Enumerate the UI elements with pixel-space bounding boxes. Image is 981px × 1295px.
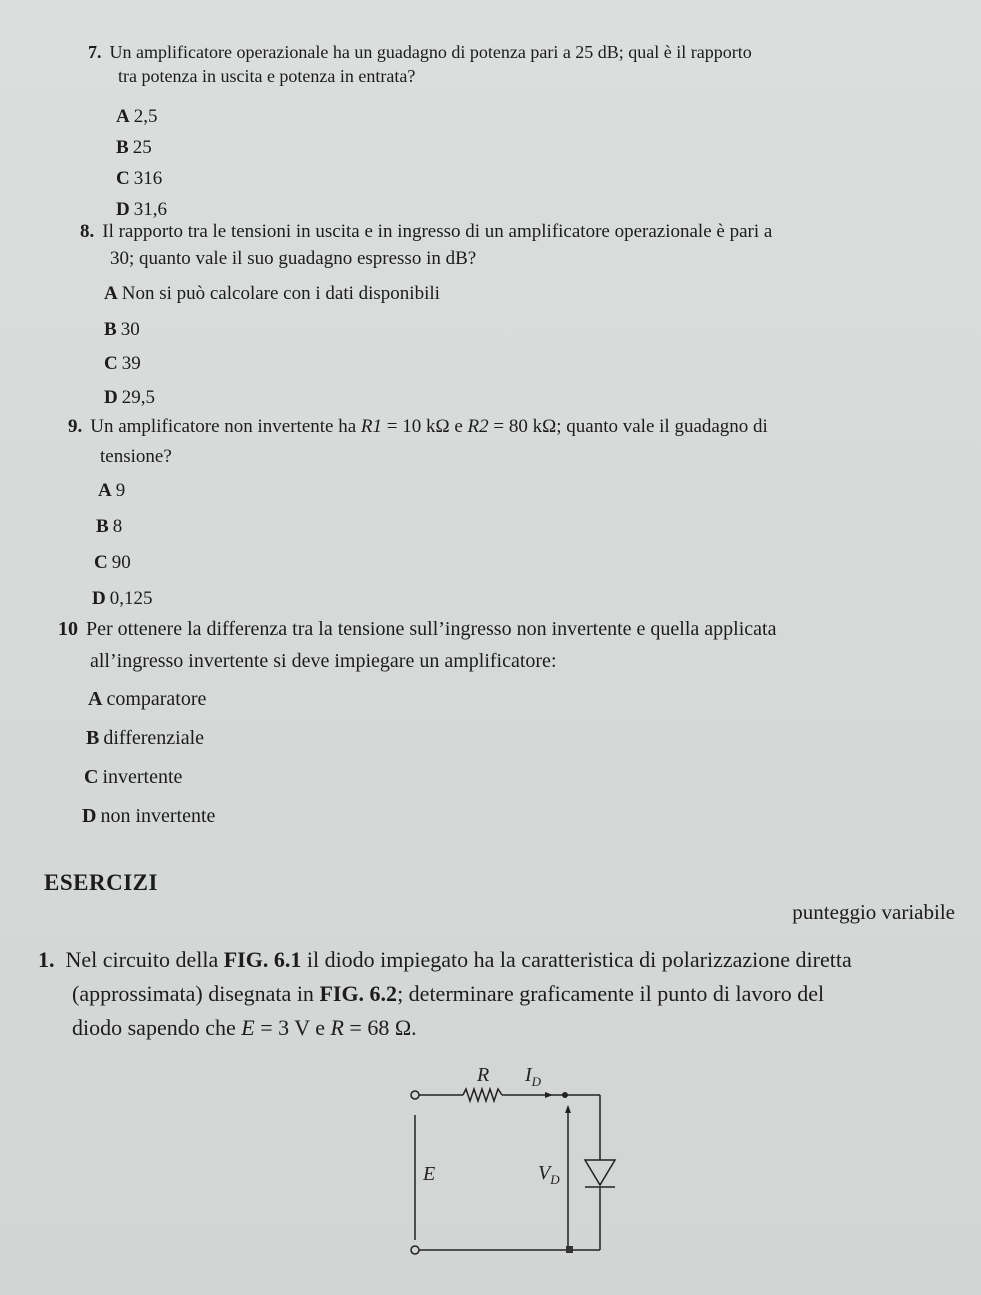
option-text: 90: [111, 552, 131, 573]
option-9c: [94, 552, 131, 574]
label-r: R: [477, 1064, 490, 1086]
option-9b: [96, 516, 122, 538]
option-letter: B: [104, 319, 117, 340]
option-text: 30: [120, 319, 140, 340]
option-letter: D: [116, 199, 130, 220]
option-9d: [92, 588, 152, 610]
terminal-bottom: [411, 1246, 419, 1254]
r1-value: = 10 kΩ: [382, 416, 450, 437]
r2-value: = 80 kΩ: [488, 416, 557, 437]
diode-icon: [585, 1160, 615, 1185]
label-vd-main: V: [538, 1162, 551, 1184]
e-value: = 3 V e: [254, 1015, 331, 1040]
label-id-sub: D: [531, 1074, 542, 1089]
option-letter: C: [116, 168, 130, 189]
option-letter: D: [82, 805, 97, 827]
option-letter: A: [98, 480, 112, 501]
question-7: [88, 40, 968, 88]
exercise-1: [38, 943, 968, 1045]
option-text: 0,125: [109, 588, 153, 609]
option-letter: A: [104, 283, 118, 304]
exercise-text: Nel circuito della: [65, 947, 224, 972]
exercise-text: il diodo impiegato ha la caratteristica di polarizzazione diretta: [301, 947, 852, 972]
question-10: [58, 612, 968, 676]
option-text: Non si può calcolare con i dati disponibili: [121, 283, 440, 304]
option-10b: [86, 727, 204, 750]
option-9a: [98, 480, 125, 502]
question-text-line2: all’ingresso invertente si deve impiegare un amplificatore:: [90, 650, 557, 672]
score-note: punteggio variabile: [792, 900, 955, 924]
option-8b: [104, 319, 140, 341]
question-9: [68, 412, 968, 472]
r2-symbol: R2: [467, 416, 489, 437]
question-text-line2: tra potenza in uscita e potenza in entrata?: [118, 66, 416, 86]
terminal-top: [411, 1091, 419, 1099]
option-letter: D: [104, 387, 118, 408]
exercise-text: (approssimata) disegnata in: [72, 981, 320, 1006]
option-letter: A: [88, 688, 103, 710]
option-letter: B: [86, 727, 100, 749]
resistor-symbol: [463, 1089, 502, 1101]
option-letter: C: [84, 766, 99, 788]
question-9-text: [68, 412, 968, 442]
option-8d: [104, 387, 155, 409]
node-bottom: [566, 1246, 573, 1253]
question-8: [80, 218, 970, 272]
voltage-arrow-icon: [565, 1105, 571, 1113]
option-letter: C: [94, 552, 108, 573]
option-text: comparatore: [106, 688, 207, 710]
label-id-main: I: [525, 1064, 532, 1086]
fig-ref-6-2: FIG. 6.2: [319, 981, 398, 1006]
question-text-part2: ; quanto vale il guadagno di: [556, 416, 768, 437]
option-text: 25: [132, 137, 152, 158]
question-number: 9.: [68, 416, 83, 437]
label-id: [524, 1064, 542, 1089]
exercise-text: ; determinare graficamente il punto di lavoro del: [397, 981, 825, 1006]
option-text: 29,5: [121, 387, 155, 408]
r-symbol: R: [330, 1015, 344, 1040]
option-letter: D: [92, 588, 106, 609]
option-text: 2,5: [133, 106, 158, 127]
option-7c: [116, 168, 162, 190]
question-text-line1: Il rapporto tra le tensioni in uscita e in ingresso di un amplificatore operazionale è pari a: [102, 221, 773, 242]
option-text: 39: [121, 353, 141, 374]
option-10c: [84, 766, 182, 789]
option-8a: [104, 283, 440, 305]
option-text: 31,6: [133, 199, 167, 220]
question-number: 8.: [80, 221, 95, 242]
question-8-text: [80, 218, 970, 245]
question-text-part1: Un amplificatore non invertente ha: [90, 416, 361, 437]
option-letter: A: [116, 106, 130, 127]
option-text: non invertente: [100, 805, 216, 827]
fig-ref-6-1: FIG. 6.1: [223, 947, 302, 972]
option-text: 9: [115, 480, 126, 501]
circuit-diagram: [395, 1055, 625, 1265]
option-text: invertente: [102, 766, 183, 788]
label-e: E: [423, 1163, 436, 1185]
question-7-text: [88, 40, 968, 64]
conjunction: e: [449, 416, 468, 437]
option-8c: [104, 353, 141, 375]
option-text: 8: [112, 516, 123, 537]
question-10-text: [58, 612, 968, 646]
exercise-line2: [38, 977, 968, 1011]
e-symbol: E: [241, 1015, 255, 1040]
question-text-line2: tensione?: [100, 446, 172, 467]
option-10a: [88, 688, 206, 711]
exercise-line1: [38, 943, 968, 977]
label-vd: [538, 1162, 560, 1187]
question-text-line2: 30; quanto vale il suo guadagno espresso in dB?: [110, 248, 477, 269]
exercise-line3: [38, 1011, 968, 1045]
question-text-line1: Un amplificatore operazionale ha un guadagno di potenza pari a 25 dB; qual è il rapporto: [109, 42, 752, 62]
option-letter: C: [104, 353, 118, 374]
section-title: ESERCIZI: [44, 870, 158, 895]
option-text: differenziale: [103, 727, 205, 749]
exercise-number: 1.: [38, 947, 55, 972]
option-10d: [82, 805, 215, 828]
r1-symbol: R1: [360, 416, 383, 437]
question-text-line1: Per ottenere la differenza tra la tensione sull’ingresso non invertente e quella applicata: [86, 618, 777, 640]
option-letter: B: [96, 516, 109, 537]
option-7a: [116, 106, 157, 128]
r-value: = 68 Ω.: [343, 1015, 417, 1040]
question-number: 7.: [88, 42, 102, 62]
question-number: 10: [58, 618, 78, 640]
exercise-text: diodo sapendo che: [72, 1015, 242, 1040]
label-vd-sub: D: [550, 1172, 560, 1187]
option-text: 316: [133, 168, 163, 189]
current-arrow-icon: [545, 1092, 553, 1098]
option-7b: [116, 137, 152, 159]
option-letter: B: [116, 137, 129, 158]
